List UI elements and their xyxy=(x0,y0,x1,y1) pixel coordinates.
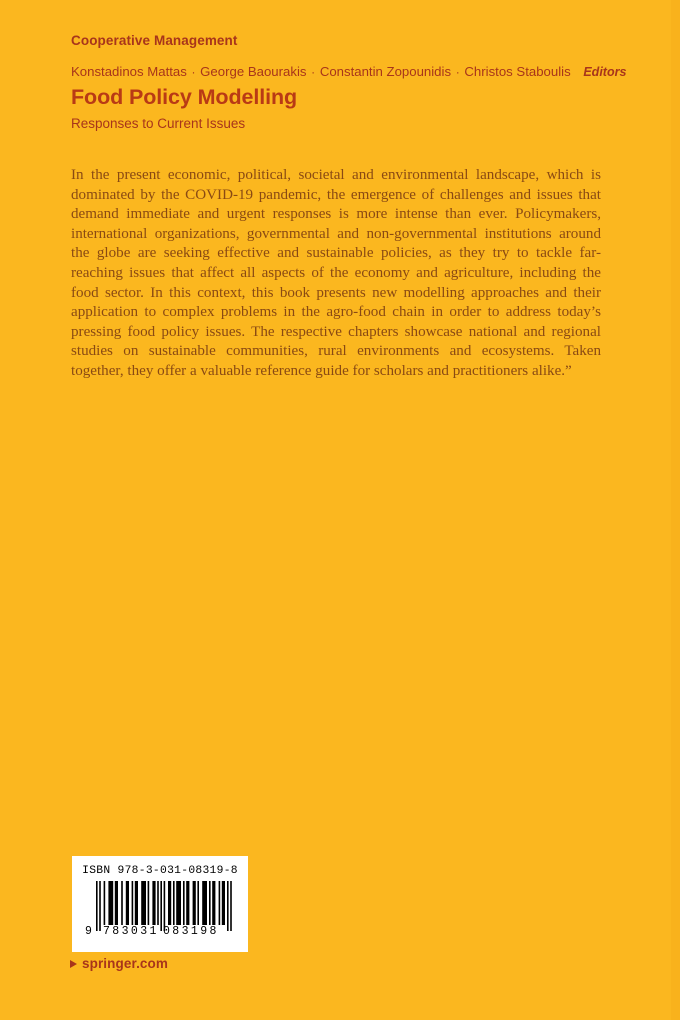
series-title: Cooperative Management xyxy=(71,33,238,48)
editor-name-1: Konstadinos Mattas xyxy=(71,64,187,80)
springer-com-logo[interactable] xyxy=(70,956,168,971)
editor-name-3: Constantin Zopounidis xyxy=(319,64,452,80)
cover-header xyxy=(71,33,627,132)
book-subtitle: Responses to Current Issues xyxy=(71,115,246,131)
editor-separator-3: · xyxy=(455,65,460,80)
ean13-digits xyxy=(84,925,236,938)
editors-line xyxy=(71,64,627,80)
isbn-text: ISBN 978-3-031-08319-8 xyxy=(82,865,238,877)
ean13-barcode xyxy=(84,881,236,938)
publisher-url-label: springer.com xyxy=(82,956,168,971)
isbn-barcode-block xyxy=(72,856,248,952)
back-cover-blurb: In the present economic, political, societal and environmental landscape, which is dominated by the COVID-19 pandemic, the emergence of challenges and issues that demand immediate and urgent responses is more intense than ever. Policymakers, international organizations, governmental and non-governmental institutions around the globe are seeking effective and sustainable policies, as they try to tackle far-reaching issues that affect all aspects of the economy and agriculture, including the food sector. In this context, this book presents new modelling approaches and their application to complex problems in the agro-food chain in order to address today’s pressing food policy issues. The respective chapters showcase national and regional studies on sustainable communities, rural environments and ecosystems. Taken together, they offer a valuable reference guide for scholars and practitioners alike.” xyxy=(71,167,601,379)
ean-right-group: 083198 xyxy=(163,925,219,938)
ean-left-group: 783031 xyxy=(103,925,159,938)
editor-separator-2: · xyxy=(311,65,316,80)
cover-right-trim-edge xyxy=(671,0,680,1020)
editor-name-4: Christos Staboulis xyxy=(464,64,571,80)
triangle-right-icon xyxy=(70,960,77,968)
editor-name-2: George Baourakis xyxy=(200,64,307,80)
editors-role-label: Editors xyxy=(583,65,627,80)
ean-lead-digit: 9 xyxy=(85,925,92,938)
book-title: Food Policy Modelling xyxy=(71,85,298,110)
editor-separator-1: · xyxy=(191,65,196,80)
